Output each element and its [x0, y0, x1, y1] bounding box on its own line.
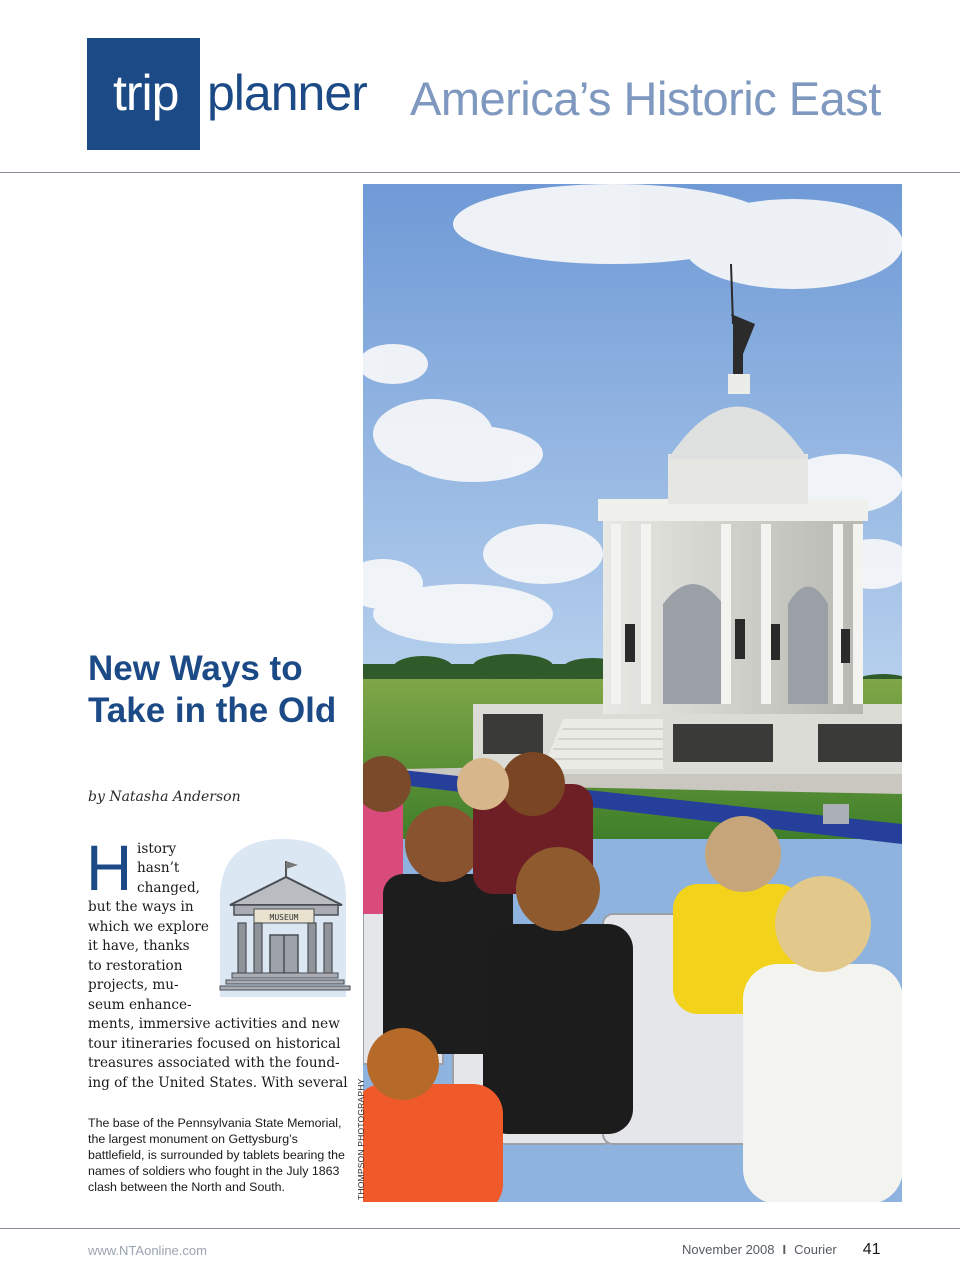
body-line: istory: [137, 841, 177, 857]
body-line: hasn’t: [137, 860, 180, 876]
footer-divider: [0, 1228, 960, 1229]
body-line: which we explore: [88, 919, 209, 935]
article-headline: New Ways to Take in the Old: [88, 649, 337, 730]
footer-separator: I: [782, 1242, 787, 1257]
footer-issue-info: [682, 1241, 881, 1259]
photo-caption: The base of the Pennsylvania State Memorial, the largest monument on Gettysburg’s battlefield, is surrounded by tablets bearing the names of soldiers who fought in the July 1863 clash between the North and South.: [88, 1116, 345, 1194]
header-divider: [0, 172, 960, 173]
footer-magazine-name: Courier: [794, 1242, 837, 1257]
header-label-trip: trip: [113, 65, 179, 121]
header-region-title: America’s Historic East: [410, 72, 881, 125]
body-line: tour itineraries focused on historical: [88, 1036, 341, 1052]
body-line: treasures associated with the found-: [88, 1055, 340, 1071]
body-line: ments, immersive activities and new: [88, 1016, 340, 1032]
museum-building-icon: [212, 839, 354, 997]
museum-sign-label: MUSEUM: [269, 913, 299, 922]
body-line: it have, thanks: [88, 938, 190, 954]
body-line: to restoration: [88, 958, 183, 974]
body-line: but the ways in: [88, 899, 194, 915]
memorial-photo: [363, 184, 902, 1202]
photo-credit: THOMPSON PHOTOGRAPHY: [356, 1078, 366, 1200]
article-byline: by Natasha Anderson: [88, 789, 241, 805]
page-number: 41: [862, 1241, 881, 1258]
body-line: seum enhance-: [88, 997, 192, 1013]
footer-issue-date: November 2008: [682, 1242, 775, 1257]
header-label-planner: planner: [207, 65, 367, 121]
body-line: changed,: [137, 880, 200, 896]
memorial-photo-illustration: [363, 184, 902, 1202]
drop-cap: H: [86, 832, 133, 904]
body-line: ing of the United States. With several: [88, 1075, 348, 1091]
footer-url[interactable]: www.NTAonline.com: [88, 1243, 207, 1258]
body-line: projects, mu-: [88, 977, 179, 993]
